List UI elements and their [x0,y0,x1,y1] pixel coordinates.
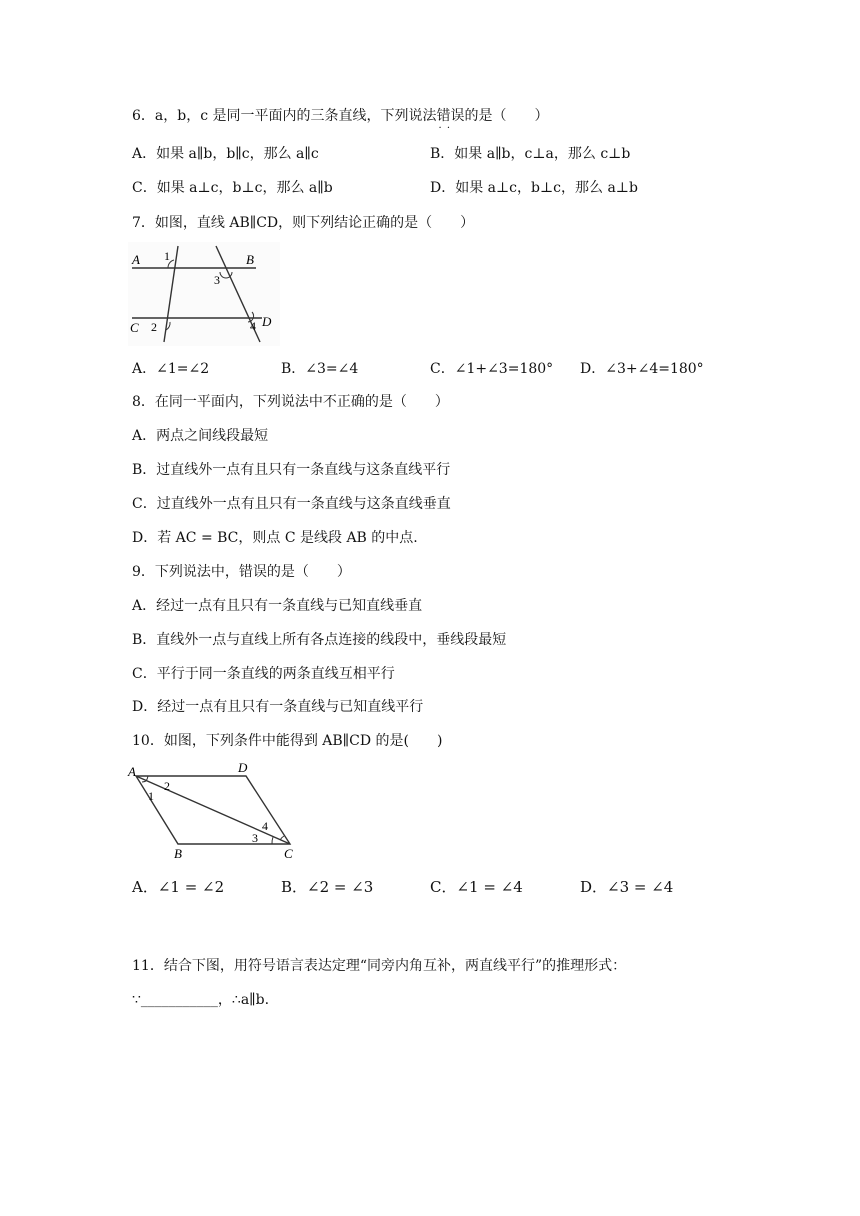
q10-label-b: B [174,846,182,861]
q10-label-c: C [284,846,293,861]
q10-label-a: A [128,764,136,779]
q8-option-b: B．过直线外一点有且只有一条直线与这条直线平行 [132,462,451,478]
question-9-stem: 9．下列说法中，错误的是（ ） [132,564,351,580]
q6-stem-tail: 的是（ ） [464,108,549,124]
q8-option-c: C．过直线外一点有且只有一条直线与这条直线垂直 [132,496,451,512]
q9-option-a: A．经过一点有且只有一条直线与已知直线垂直 [132,598,423,614]
q9-option-c: C．平行于同一条直线的两条直线互相平行 [132,666,395,682]
q7-label-c: C [130,320,139,335]
q10-angle-1: 1 [148,789,154,803]
q7-angle-3: 3 [214,273,220,287]
q10-option-d: D．∠3 = ∠4 [580,878,674,896]
q10-option-a: A．∠1 = ∠2 [132,878,225,896]
q6-option-b: B．如果 a∥b，c⊥a，那么 c⊥b [430,146,631,162]
q6-option-a: A．如果 a∥b，b∥c，那么 a∥c [132,146,319,162]
q7-option-b: B．∠3=∠4 [281,361,359,377]
q10-diagonal-ac [136,776,290,844]
q6-stem-text: 6．a，b，c 是同一平面内的三条直线，下列说法 [132,108,437,124]
q10-option-b: B．∠2 = ∠3 [281,878,374,896]
q10-angle-4: 4 [262,819,268,833]
q6-option-c: C．如果 a⊥c，b⊥c，那么 a∥b [132,180,333,196]
q9-option-d: D．经过一点有且只有一条直线与已知直线平行 [132,699,424,715]
q7-angle-2: 2 [151,320,157,334]
q7-option-c: C．∠1+∠3=180° [430,361,554,377]
q7-option-d: D．∠3+∠4=180° [580,361,704,377]
q6-emphasis-text: 错误 · · [437,108,465,124]
q7-label-d: D [262,314,272,329]
q7-angle-1: 1 [164,249,170,263]
q6-option-d: D．如果 a⊥c，b⊥c，那么 a⊥b [430,180,638,196]
q7-angle-4: 4 [250,319,256,333]
q10-angle-2: 2 [164,779,170,793]
q10-angle-3: 3 [252,831,258,845]
q7-label-b: B [246,252,254,267]
q11-answer-line: ∵___________，∴a∥b. [132,992,270,1008]
q10-option-c: C．∠1 = ∠4 [430,878,523,896]
question-11-stem: 11．结合下图，用符号语言表达定理“同旁内角互补，两直线平行”的推理形式： [132,958,627,974]
question-10-stem: 10．如图，下列条件中能得到 AB∥CD 的是( ) [132,733,443,749]
q10-figure [126,760,306,864]
q8-option-d: D．若 AC = BC，则点 C 是线段 AB 的中点. [132,530,418,546]
q10-label-d: D [238,760,248,775]
question-8-stem: 8．在同一平面内，下列说法中不正确的是（ ） [132,394,449,410]
q7-option-a: A．∠1=∠2 [132,361,210,377]
question-6-stem [132,106,549,126]
q8-option-a: A．两点之间线段最短 [132,428,269,444]
q7-figure [128,242,280,346]
question-7-stem: 7．如图，直线 AB∥CD，则下列结论正确的是（ ） [132,215,475,231]
q7-label-a: A [132,252,140,267]
q9-option-b: B．直线外一点与直线上所有各点连接的线段中，垂线段最短 [132,632,507,648]
